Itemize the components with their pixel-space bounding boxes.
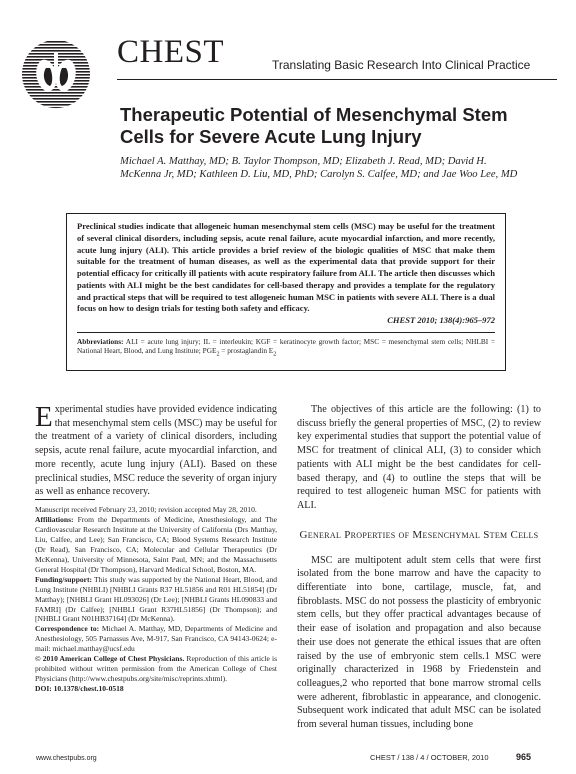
correspondence-label: Correspondence to:: [35, 624, 100, 634]
abstract-divider: [77, 332, 495, 333]
intro-paragraph: [35, 403, 277, 499]
abstract-text: [77, 221, 495, 327]
objectives-paragraph: The objectives of this article are the following: (1) to discuss briefly the general properties of MSC, (2) to review key experimental studies that support the potential value of MSC for treatment of clinical ALI, (3) to consider which patients with ALI might be the best candidates for cell-based therapy, and (4) to outline the steps that will be required to test allogeneic human MSC for patients with ALI.: [297, 404, 541, 511]
copyright: [35, 654, 277, 684]
abbreviations-end: = prostaglandin E: [219, 346, 274, 356]
funding-text: This study was supported by the National Heart, Blood, and Lung Institute (NHBLI) [NHBLI Grants R37 HL51856 and R01 HL51854] (Dr Matthay); [NHBLI Grant HL093026] (Dr Lee); [NHBLI Grants HL090833 and FAMRI] (Dr Calfee); [NHBLI Grant R37HL51856] (Dr Thompson); and [NHBLI Grant N01HB37164] (Dr McKenna).: [35, 574, 277, 624]
funding: [35, 575, 277, 625]
abbreviations-sub2: 2: [273, 351, 277, 358]
drop-cap: E: [35, 401, 53, 433]
footnote-rule: [35, 499, 95, 500]
journal-tagline: Translating Basic Research Into Clinical Practice: [272, 58, 531, 72]
abstract-body: Preclinical studies indicate that allogeneic human mesenchymal stem cells (MSC) may be useful for the treatment of several clinical disorders, including sepsis, acute renal failure, acute myocardial infarction, and more recently, acute lung injury (ALI). This article provides a brief review of the biologic qualities of MSC that make them suitable for the treatment of human diseases, as well as the experimental data that provide support for their potential efficacy for critically ill patients with acute respiratory failure from ALI. The article then discusses which patients with ALI might be the best candidates for cell-based therapy and provides a template for the regulatory and practical steps that will be required to test allogeneic human MSC in patients with severe ALI. There is a dual focus on how to design trials for testing both safety and efficacy.: [77, 221, 495, 314]
intro-text: xperimental studies have provided evidence indicating that mesenchymal stem cells (MSC) may be useful for the treatment of a variety of clinical disorders, including sepsis, acute renal failure, acute myocardial infarction, and more recently, acute lung injury (ALI). Based on these preclinical studies, MSC reduce the severity of organ injury as well as enhance recovery.: [35, 404, 277, 498]
abbreviations-sub: 2: [216, 351, 220, 358]
section-heading: General Properties of Mesenchymal Stem Cells: [299, 528, 539, 541]
abstract-citation: CHEST 2010; 138(4):965–972: [387, 315, 495, 325]
doi: DOI: 10.1378/chest.10-0518: [35, 684, 124, 694]
affiliations-text: From the Departments of Medicine, Anesthesiology, and The Cardiovascular Research Institute at the University of California (Drs Matthay, Liu, Calfee, and Lee); San Francisco, CA; Blood Systems Research Institute (Dr Read), San Francisco, CA; Molecular and Cellular Therapeutics (Dr McKenna), University of Minnesota, Saint Paul, MN; and the Massachusetts General Hospital (Dr Thompson), Harvard Medical School, Boston, MA.: [35, 514, 277, 574]
funding-label: Funding/support:: [35, 574, 93, 584]
affiliations: [35, 515, 277, 575]
abbreviations-label: Abbreviations:: [77, 336, 124, 346]
abbreviations: [77, 337, 495, 361]
article-footnotes: [35, 505, 277, 694]
journal-name: CHEST: [117, 34, 225, 70]
manuscript-received: Manuscript received February 23, 2010; revision accepted May 28, 2010.: [35, 505, 257, 514]
msc-paragraph: MSC are multipotent adult stem cells that were first isolated from the bone marrow and have the capacity to differentiate into bone, cartilage, muscle, fat, and fibroblasts. MSC do not possess the plasticity of embryonic stem cells, but they offer practical advantages because of their ease of isolation and propagation and also because their use does not generate the ethical issues that are often raised by the use of embryonic stem cells.1 MSC were originally characterized in 1968 by Friedenstein and colleagues,2 who reported that bone marrow stromal cells were adherent, fibroblastic in appearance, and clonogenic. Subsequent work indicated that adult MSC can be isolated from several human tissues, including bone: [297, 554, 541, 731]
page-number: 965: [516, 752, 532, 762]
affiliations-label: Affiliations:: [35, 514, 74, 524]
copyright-text: Reproduction of this article is prohibited without written permission from the American College of Chest Physicians (http://www.chestpubs.org/site/misc/reprints.xhtml).: [35, 654, 278, 684]
correspondence: [35, 624, 277, 654]
abbreviations-text: ALI = acute lung injury; IL = interleukin; KGF = keratinocyte growth factor; MSC = mesenchymal stem cells; NHLBI = National Heart, Blood, and Lung Institute; PGE: [77, 336, 495, 356]
footer-url: www.chestpubs.org: [36, 755, 97, 762]
footer-citation: CHEST / 138 / 4 / OCTOBER, 2010: [370, 753, 489, 762]
author-list: Michael A. Matthay, MD; B. Taylor Thompson, MD; Elizabeth J. Read, MD; David H. McKenna Jr, MD; Kathleen D. Liu, MD, PhD; Carolyn S. Calfee, MD; and Jae Woo Lee, MD: [120, 156, 518, 181]
copyright-label: © 2010 American College of Chest Physicians.: [35, 654, 185, 664]
correspondence-text: Michael A. Matthay, MD, Departments of Medicine and Anesthesiology, 505 Parnassus Ave, M-917, San Francisco, CA 94143-0624; e-mail: michael.matthay@ucsf.edu: [35, 624, 277, 654]
article-title: Therapeutic Potential of Mesenchymal Stem Cells for Severe Acute Lung Injury: [120, 104, 508, 147]
abstract-box: [66, 213, 506, 371]
chest-logo: [20, 38, 92, 110]
right-column: [297, 403, 541, 732]
header-rule: [117, 79, 557, 80]
